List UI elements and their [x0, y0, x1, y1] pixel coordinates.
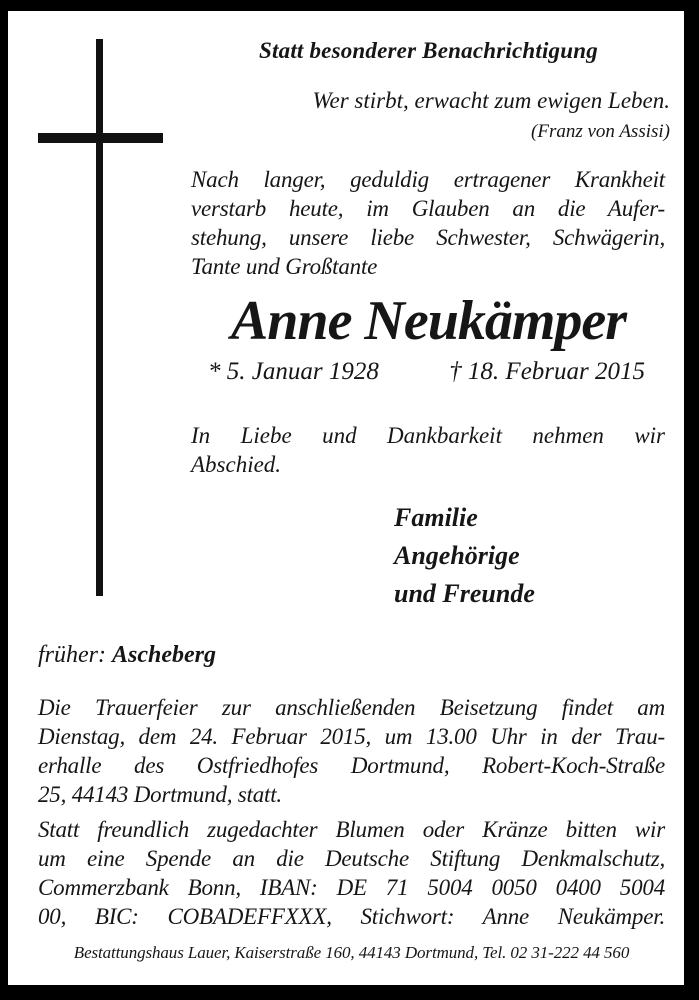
farewell-line: In Liebe und Dankbarkeit nehmen wir: [191, 423, 665, 448]
mourners-line: Familie: [394, 503, 478, 532]
donation-line: Statt freundlich zugedachter Blumen oder Kränze bitten wir: [38, 817, 665, 842]
funeral-line: Die Trauerfeier zur anschließenden Beisetzung findet am: [38, 695, 665, 720]
donation-line: Commerzbank Bonn, IBAN: DE 71 5004 0050 0400 5004: [38, 875, 665, 900]
intro-line: stehung, unsere liebe Schwester, Schwägerin,: [191, 225, 665, 250]
quote-attribution: (Franz von Assisi): [531, 121, 670, 142]
donation-line: um eine Spende an die Deutsche Stiftung Denkmalschutz,: [38, 846, 665, 871]
deceased-name: Anne Neukämper: [230, 290, 627, 352]
farewell-paragraph: [191, 421, 665, 479]
mourners-line: Angehörige: [394, 541, 520, 570]
origin-line: [38, 642, 216, 669]
cross-icon: [96, 39, 103, 596]
notice-header: Statt besonderer Benachrichtigung: [259, 38, 598, 63]
life-dates: [192, 358, 665, 386]
birth-date: * 5. Januar 1928: [208, 358, 379, 385]
funeral-home-footer: Bestattungshaus Lauer, Kaiserstraße 160, 44143 Dortmund, Tel. 02 31-222 44 560: [73, 943, 630, 962]
memorial-quote: [192, 88, 670, 143]
mourners-block: [394, 499, 535, 613]
funeral-line: 25, 44143 Dortmund, statt.: [38, 782, 282, 807]
farewell-line: Abschied.: [191, 452, 282, 477]
intro-line: Tante und Großtante: [191, 254, 378, 279]
intro-line: Nach langer, geduldig ertragener Krankheit: [191, 167, 665, 192]
mourners-line: und Freunde: [394, 579, 535, 608]
origin-label: früher:: [38, 642, 106, 668]
quote-text: Wer stirbt, erwacht zum ewigen Leben.: [312, 88, 670, 113]
funeral-paragraph: [38, 693, 665, 809]
intro-line: verstarb heute, im Glauben an die Aufer-: [191, 196, 665, 221]
death-date: † 18. Februar 2015: [449, 358, 645, 385]
cross-icon-arm: [38, 133, 163, 143]
funeral-line: Dienstag, dem 24. Februar 2015, um 13.00 Uhr in der Trau-: [38, 724, 665, 749]
donation-paragraph: [38, 815, 665, 931]
donation-line: 00, BIC: COBADEFFXXX, Stichwort: Anne Neukämper.: [38, 904, 665, 929]
origin-place: Ascheberg: [112, 642, 216, 668]
intro-paragraph: [191, 165, 665, 281]
funeral-line: erhalle des Ostfriedhofes Dortmund, Robert-Koch-Straße: [38, 753, 665, 778]
